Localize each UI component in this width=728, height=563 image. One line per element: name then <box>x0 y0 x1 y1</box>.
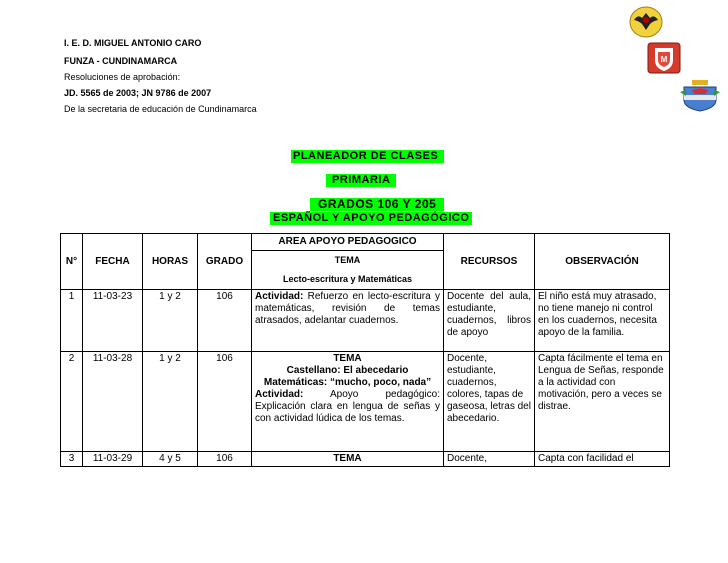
svg-text:M: M <box>660 55 668 64</box>
table-row <box>61 290 670 352</box>
subject-title: ESPAÑOL Y APOYO PEDAGÓGICO <box>270 212 472 225</box>
row-horas: 1 y 2 <box>143 352 198 452</box>
row-num: 2 <box>61 352 83 452</box>
row-fecha: 11-03-29 <box>83 452 143 467</box>
activity-text: Apoyo pedagógico: Explicación clara en lengua de señas y con actividad lúdica de los temas. <box>255 389 440 424</box>
table-row <box>61 452 670 467</box>
header-grado: GRADO <box>198 234 252 290</box>
municipal-crest-icon <box>678 80 722 117</box>
level-title: PRIMARIA <box>326 174 396 187</box>
secretaria-line: De la secretaria de educación de Cundinamarca <box>64 104 257 114</box>
grades-title: GRADOS 106 Y 205 <box>310 198 444 211</box>
row-horas: 1 y 2 <box>143 290 198 352</box>
row-activity <box>252 290 444 352</box>
header-observacion: OBSERVACIÓN <box>535 234 670 290</box>
eagle-crest-icon <box>629 6 663 43</box>
row-num: 1 <box>61 290 83 352</box>
activity-text: Refuerzo en lecto-escritura y matemáticas, revisión de temas atrasados, adelantar cuadernos. <box>255 291 440 326</box>
row-recursos: Docente, <box>444 452 535 467</box>
table-header-row <box>61 234 670 251</box>
header-tema: TEMA <box>252 251 444 270</box>
tema-label: TEMA <box>333 353 362 364</box>
row-fecha: 11-03-28 <box>83 352 143 452</box>
row-observacion: Capta fácilmente el tema en Lengua de Señas, responde a la actividad con motivación, pero a veces se distrae. <box>535 352 670 452</box>
header-area: AREA APOYO PEDAGOGICO <box>252 234 444 251</box>
row-grado: 106 <box>198 452 252 467</box>
header-recursos: RECURSOS <box>444 234 535 290</box>
header-fecha: FECHA <box>83 234 143 290</box>
row-num: 3 <box>61 452 83 467</box>
row-observacion: El niño está muy atrasado, no tiene manejo ni control en los cuadernos, necesita apoyo de la familia. <box>535 290 670 352</box>
header-num: N° <box>61 234 83 290</box>
resolutions-label: Resoluciones de aprobación: <box>64 72 181 82</box>
row-grado: 106 <box>198 352 252 452</box>
tema-matematicas: Matemáticas: “mucho, poco, nada” <box>263 377 432 388</box>
resolutions-numbers: JD. 5565 de 2003; JN 9786 de 2007 <box>64 88 212 98</box>
activity-label: Actividad: <box>255 291 304 302</box>
row-activity <box>252 352 444 452</box>
school-shield-icon <box>647 42 681 79</box>
tema-castellano: Castellano: El abecedario <box>286 365 409 376</box>
row-grado: 106 <box>198 290 252 352</box>
planner-title: PLANEADOR DE CLASES <box>291 150 444 163</box>
row-horas: 4 y 5 <box>143 452 198 467</box>
lesson-plan-table <box>60 233 670 467</box>
table-row <box>61 352 670 452</box>
header-horas: HORAS <box>143 234 198 290</box>
header-subtema: Lecto-escritura y Matemáticas <box>252 269 444 290</box>
row-observacion: Capta con facilidad el <box>535 452 670 467</box>
tema-label: TEMA <box>252 452 444 467</box>
school-name: I. E. D. MIGUEL ANTONIO CARO <box>64 38 202 48</box>
school-location: FUNZA - CUNDINAMARCA <box>64 56 178 66</box>
row-recursos: Docente del aula, estudiante, cuadernos, libros de apoyo <box>444 290 535 352</box>
row-recursos: Docente, estudiante, cuadernos, colores, tapas de gaseosa, letras del abecedario. <box>444 352 535 452</box>
activity-label: Actividad: <box>255 389 304 400</box>
row-fecha: 11-03-23 <box>83 290 143 352</box>
